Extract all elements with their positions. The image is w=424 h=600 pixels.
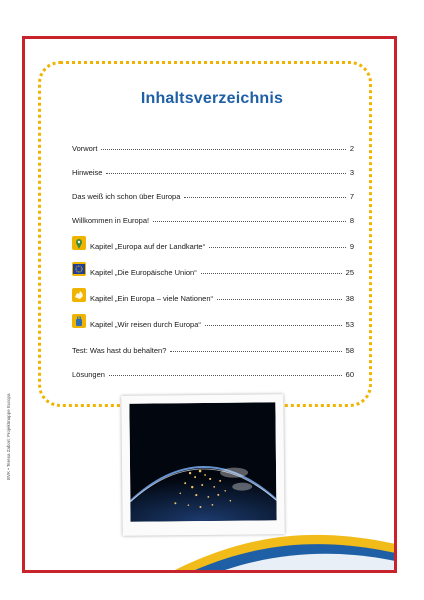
toc-entry-page: 60 — [345, 369, 354, 379]
toc-entry-label: Test: Was hast du behalten? — [72, 345, 167, 355]
toc-entry-page: 25 — [345, 267, 354, 277]
dot-leader — [205, 325, 342, 326]
dot-leader — [184, 197, 345, 198]
copyright-note: BVK • Teresa Zabori: Projektmappe Europa — [6, 393, 11, 480]
page-title: Inhaltsverzeichnis — [140, 90, 284, 107]
map-pin-icon — [72, 236, 86, 250]
dot-leader — [217, 299, 342, 300]
dot-leader — [209, 247, 346, 248]
toc-entry-label: Lösungen — [72, 369, 105, 379]
polaroid-photo — [121, 394, 284, 536]
toc-entry-test[interactable] — [72, 340, 354, 354]
toc-entry-kapitel-landkarte[interactable] — [72, 234, 354, 250]
eu-flag-icon — [72, 262, 86, 276]
toc-entry-page: 8 — [349, 215, 354, 225]
dot-leader — [201, 273, 342, 274]
toc-entry-vorwort[interactable] — [72, 138, 354, 152]
toc-entry-label: Willkommen in Europa! — [72, 215, 150, 225]
toc-entry-page: 53 — [345, 319, 354, 329]
toc-entry-page: 58 — [345, 345, 354, 355]
toc-entry-label: Kapitel „Ein Europa – viele Nationen“ — [90, 293, 213, 303]
earth-at-night-image — [129, 402, 276, 522]
toc-entry-kapitel-nationen[interactable] — [72, 286, 354, 302]
toc-entry-page: 9 — [349, 241, 354, 251]
dot-leader — [101, 149, 345, 150]
dot-leader — [153, 221, 346, 222]
toc-entry-page: 2 — [349, 143, 354, 153]
toc-entry-label: Kapitel „Wir reisen durch Europa“ — [90, 319, 201, 329]
toc-entry-page: 38 — [345, 293, 354, 303]
toc-entry-kapitel-eu[interactable] — [72, 260, 354, 276]
toc-entry-willkommen[interactable] — [72, 210, 354, 224]
toc-entry-label: Kapitel „Die Europäische Union“ — [90, 267, 197, 277]
dot-leader — [109, 375, 342, 376]
toc-entry-das-weiss-ich[interactable] — [72, 186, 354, 200]
toc-entry-page: 7 — [349, 191, 354, 201]
toc-entry-label: Vorwort — [72, 143, 98, 153]
europe-map-icon — [72, 288, 86, 302]
suitcase-icon — [72, 314, 86, 328]
toc-entry-label: Hinweise — [72, 167, 103, 177]
toc-entry-label: Das weiß ich schon über Europa — [72, 191, 181, 201]
toc-entry-loesungen[interactable] — [72, 364, 354, 378]
toc-entry-page: 3 — [349, 167, 354, 177]
toc-entry-kapitel-reisen[interactable] — [72, 312, 354, 328]
dot-leader — [170, 351, 341, 352]
dot-leader — [106, 173, 345, 174]
toc-entry-label: Kapitel „Europa auf der Landkarte“ — [90, 241, 206, 251]
toc-entry-hinweise[interactable] — [72, 162, 354, 176]
